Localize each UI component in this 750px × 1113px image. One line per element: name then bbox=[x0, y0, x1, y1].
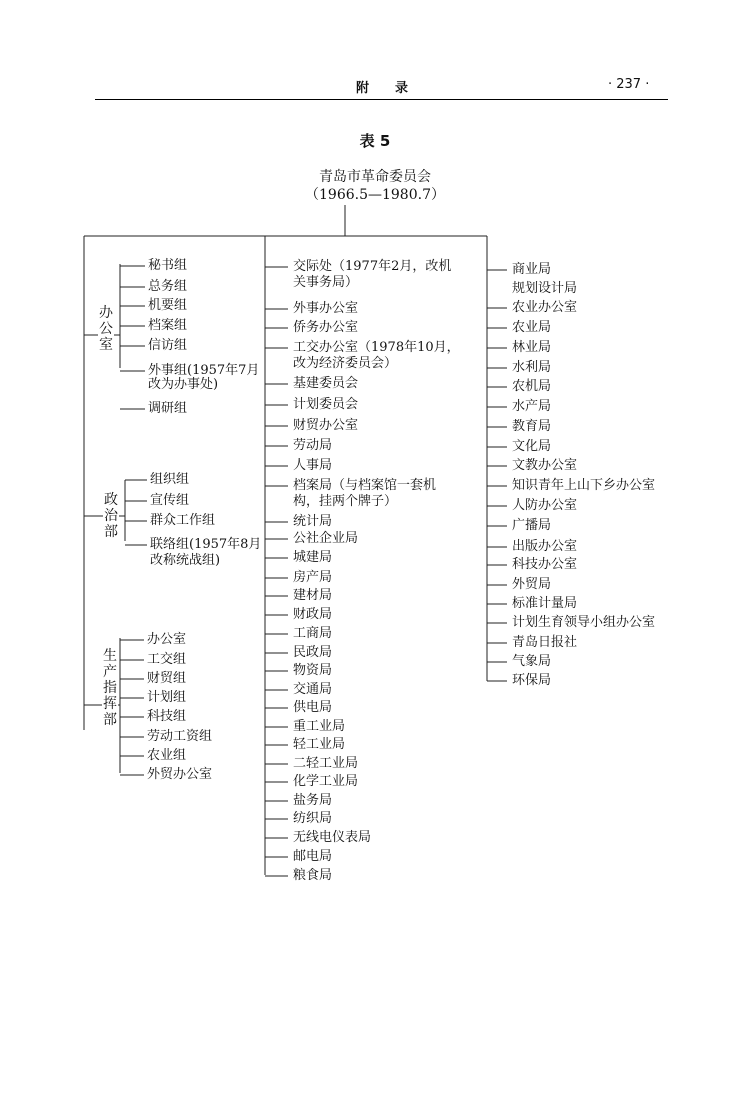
right-item: 文教办公室 bbox=[512, 458, 578, 473]
group-item: 财贸组 bbox=[147, 671, 187, 686]
page-number: · 237 · bbox=[608, 77, 650, 92]
group-item: 宣传组 bbox=[150, 493, 190, 508]
middle-item: 化学工业局 bbox=[293, 774, 359, 789]
middle-item: 工交办公室（1978年10月， bbox=[293, 340, 460, 355]
middle-item: 城建局 bbox=[293, 550, 333, 565]
middle-item: 轻工业局 bbox=[293, 737, 346, 752]
group-item: 总务组 bbox=[148, 279, 188, 294]
root-node-name: 青岛市革命委员会 bbox=[319, 169, 431, 185]
right-item: 农机局 bbox=[512, 379, 552, 394]
group-item: 办公室 bbox=[147, 632, 187, 647]
group-item: 机要组 bbox=[148, 298, 188, 313]
middle-item: 物资局 bbox=[293, 663, 333, 678]
middle-item: 人事局 bbox=[293, 458, 333, 473]
middle-item: 基建委员会 bbox=[293, 376, 359, 391]
group-label: 政治部 bbox=[104, 492, 118, 540]
group-item: 农业组 bbox=[147, 748, 187, 763]
group-item: 科技组 bbox=[147, 709, 187, 724]
group-item: 秘书组 bbox=[148, 258, 188, 273]
middle-item: 二轻工业局 bbox=[293, 756, 359, 771]
group-item: 工交组 bbox=[147, 652, 187, 667]
middle-item: 交通局 bbox=[293, 682, 333, 697]
middle-item: 无线电仪表局 bbox=[293, 830, 372, 845]
middle-item: 重工业局 bbox=[293, 719, 346, 734]
middle-item: 邮电局 bbox=[293, 849, 333, 864]
right-item: 水利局 bbox=[512, 360, 552, 375]
middle-item: 房产局 bbox=[293, 570, 333, 585]
middle-item: 劳动局 bbox=[293, 438, 333, 453]
group-item: 外事组(1957年7月 bbox=[148, 363, 260, 378]
middle-item: 民政局 bbox=[293, 645, 333, 660]
group-label: 办公室 bbox=[99, 305, 113, 353]
middle-item: 盐务局 bbox=[293, 793, 333, 808]
middle-item: 侨务办公室 bbox=[293, 320, 359, 335]
right-item: 农业办公室 bbox=[512, 300, 578, 315]
table-title: 表 5 bbox=[359, 132, 391, 150]
root-node-period: （1966.5—1980.7） bbox=[305, 187, 445, 203]
middle-item: 粮食局 bbox=[293, 868, 333, 883]
group-item: 群众工作组 bbox=[150, 513, 216, 528]
right-item: 科技办公室 bbox=[512, 557, 578, 572]
group-item: 外贸办公室 bbox=[147, 767, 213, 782]
right-item: 青岛日报社 bbox=[512, 635, 578, 650]
middle-item: 改为经济委员会） bbox=[293, 356, 398, 371]
group-item: 组织组 bbox=[150, 472, 190, 487]
right-item: 标准计量局 bbox=[512, 596, 578, 611]
middle-item: 外事办公室 bbox=[293, 301, 359, 316]
middle-item: 纺织局 bbox=[293, 811, 333, 826]
right-item: 规划设计局 bbox=[512, 281, 578, 296]
group-item: 档案组 bbox=[148, 318, 188, 333]
group-item: 联络组(1957年8月 bbox=[150, 537, 262, 552]
right-item: 商业局 bbox=[512, 262, 552, 277]
middle-item: 统计局 bbox=[293, 514, 333, 529]
middle-item: 构，挂两个牌子） bbox=[293, 494, 398, 509]
middle-item: 财政局 bbox=[293, 607, 333, 622]
group-item: 改称统战组) bbox=[150, 553, 221, 568]
right-item: 农业局 bbox=[512, 320, 552, 335]
right-item: 知识青年上山下乡办公室 bbox=[512, 478, 656, 493]
group-item: 改为办事处) bbox=[148, 377, 219, 392]
group-item: 计划组 bbox=[147, 690, 187, 705]
middle-item: 工商局 bbox=[293, 626, 333, 641]
middle-item: 供电局 bbox=[293, 700, 333, 715]
middle-item: 交际处（1977年2月，改机 bbox=[293, 259, 452, 274]
right-item: 出版办公室 bbox=[512, 539, 578, 554]
right-item: 教育局 bbox=[512, 419, 552, 434]
middle-item: 建材局 bbox=[293, 588, 333, 603]
group-label: 生产指挥部 bbox=[103, 648, 117, 728]
group-item: 调研组 bbox=[148, 401, 188, 416]
group-item: 信访组 bbox=[148, 338, 188, 353]
group-item: 劳动工资组 bbox=[147, 729, 213, 744]
right-item: 外贸局 bbox=[512, 577, 552, 592]
middle-item: 档案局（与档案馆一套机 bbox=[293, 478, 437, 493]
right-item: 气象局 bbox=[512, 654, 552, 669]
middle-item: 财贸办公室 bbox=[293, 418, 359, 433]
right-item: 水产局 bbox=[512, 399, 552, 414]
right-item: 计划生育领导小组办公室 bbox=[512, 615, 656, 630]
right-item: 文化局 bbox=[512, 439, 552, 454]
middle-item: 计划委员会 bbox=[293, 397, 359, 412]
right-item: 林业局 bbox=[512, 340, 552, 355]
running-header: 附 录 bbox=[356, 81, 409, 96]
right-item: 环保局 bbox=[512, 673, 552, 688]
middle-item: 关事务局） bbox=[293, 275, 359, 290]
middle-item: 公社企业局 bbox=[293, 531, 359, 546]
right-item: 人防办公室 bbox=[512, 498, 578, 513]
right-item: 广播局 bbox=[512, 518, 552, 533]
